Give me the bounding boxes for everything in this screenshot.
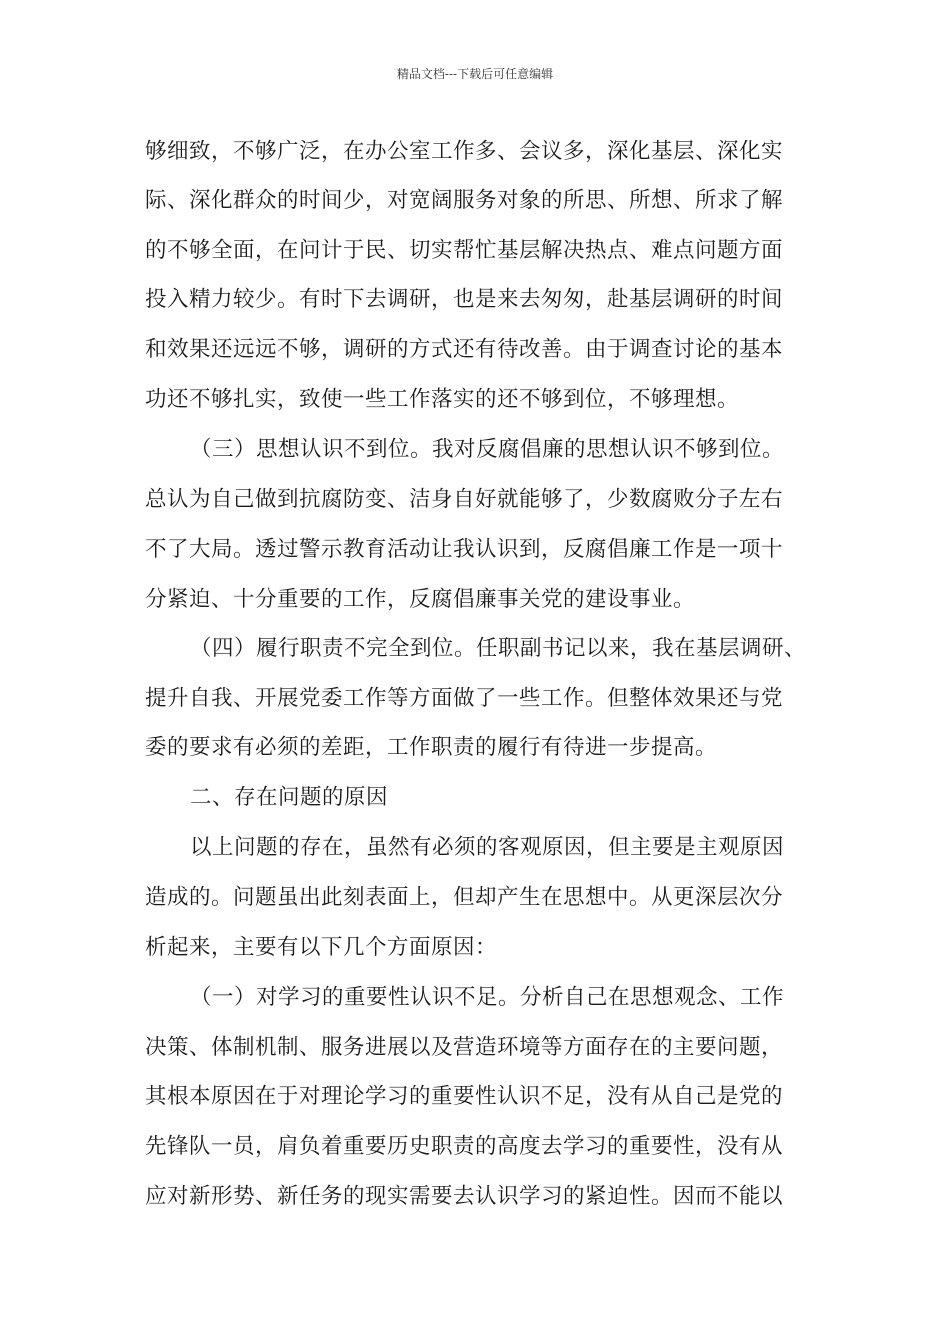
paragraph-line: 分紧迫、十分重要的工作，反腐倡廉事关党的建设事业。: [145, 587, 696, 612]
paragraph-line: 造成的。问题虽出此刻表面上，但却产生在思想中。从更深层次分: [145, 885, 784, 910]
paragraph-line: （四）履行职责不完全到位。任职副书记以来，我在基层调研、: [190, 636, 807, 661]
paragraph-line: 总认为自己做到抗腐防变、洁身自好就能够了，少数腐败分子左右: [145, 487, 784, 512]
paragraph-line: （三）思想认识不到位。我对反腐倡廉的思想认识不够到位。: [190, 437, 785, 462]
paragraph-line: 先锋队一员，肩负着重要历史职责的高度去学习的重要性，没有从: [145, 1134, 784, 1159]
paragraph-line: 投入精力较少。有时下去调研，也是来去匆匆，赴基层调研的时间: [145, 287, 784, 312]
paragraph-line: 委的要求有必须的差距，工作职责的履行有待进一步提高。: [145, 735, 718, 760]
paragraph-line: 功还不够扎实，致使一些工作落实的还不够到位，不够理想。: [145, 387, 740, 412]
paragraph-line: 际、深化群众的时间少，对宽阔服务对象的所思、所想、所求了解: [145, 188, 784, 213]
paragraph-line: 不了大局。透过警示教育活动让我认识到，反腐倡廉工作是一项十: [145, 537, 784, 562]
paragraph-line: 提升自我、开展党委工作等方面做了一些工作。但整体效果还与党: [145, 686, 784, 711]
paragraph-line: 的不够全面，在问计于民、切实帮忙基层解决热点、难点问题方面: [145, 238, 784, 263]
page-header: 精品文档---下载后可任意编辑: [396, 67, 554, 81]
paragraph-line: 应对新形势、新任务的现实需要去认识学习的紧迫性。因而不能以: [145, 1184, 784, 1209]
section-heading: 二、存在问题的原因: [190, 785, 389, 810]
paragraph-line: 其根本原因在于对理论学习的重要性认识不足，没有从自己是党的: [145, 1084, 784, 1109]
paragraph-line: 够细致，不够广泛，在办公室工作多、会议多，深化基层、深化实: [145, 139, 784, 164]
paragraph-line: 决策、体制机制、服务进展以及营造环境等方面存在的主要问题，: [145, 1035, 784, 1060]
paragraph-line: （一）对学习的重要性认识不足。分析自己在思想观念、工作: [190, 985, 785, 1010]
paragraph-line: 析起来，主要有以下几个方面原因：: [145, 935, 498, 960]
paragraph-line: 以上问题的存在，虽然有必须的客观原因，但主要是主观原因: [190, 835, 785, 860]
paragraph-line: 和效果还远远不够，调研的方式还有待改善。由于调查讨论的基本: [145, 337, 784, 362]
